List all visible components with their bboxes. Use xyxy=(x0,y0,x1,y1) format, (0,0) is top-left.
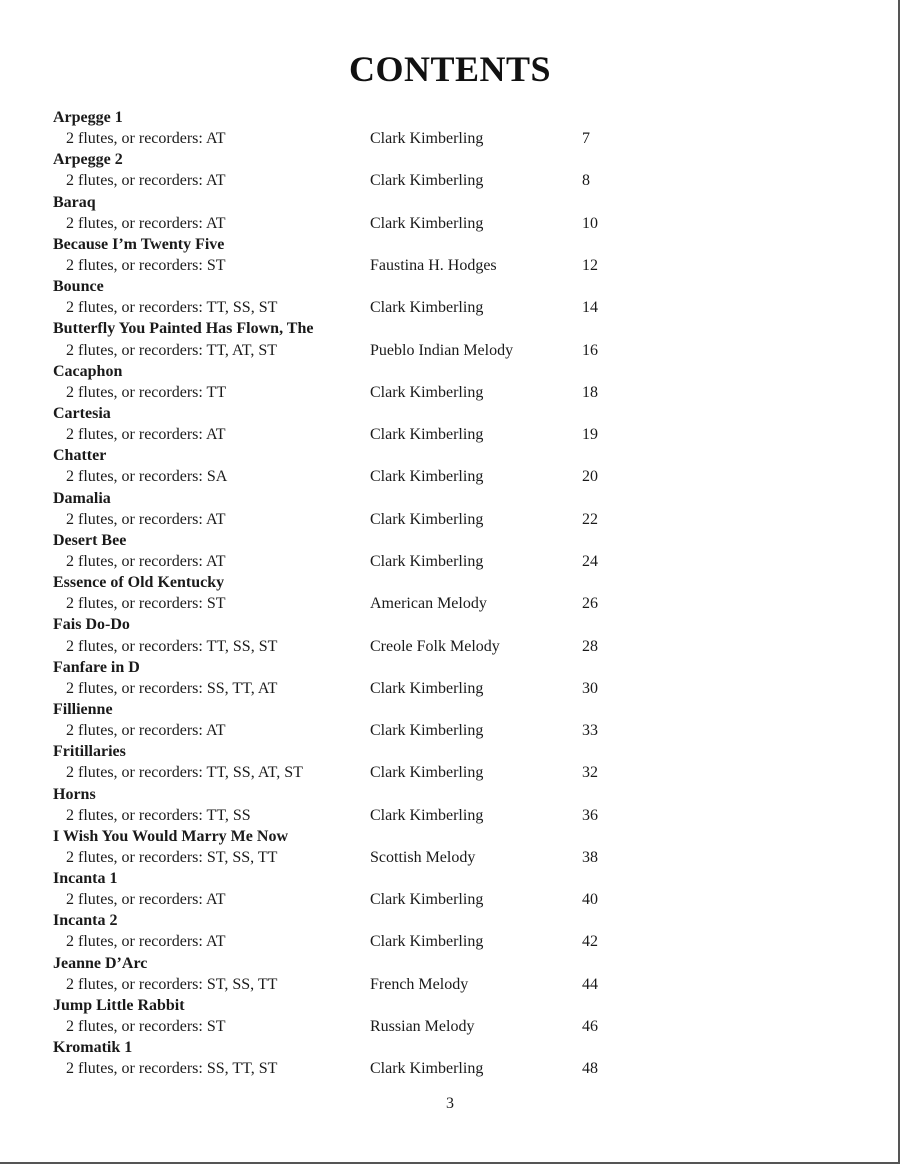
toc-entry[interactable] xyxy=(53,953,633,995)
entry-composer: American Melody xyxy=(370,595,487,613)
entry-title: Desert Bee xyxy=(53,531,127,549)
entry-details xyxy=(53,1016,633,1037)
entry-instrumentation: 2 flutes, or recorders: TT, SS, AT, ST xyxy=(66,764,303,782)
toc-entry[interactable] xyxy=(53,445,633,487)
entry-composer: Clark Kimberling xyxy=(370,468,484,486)
entry-composer: Clark Kimberling xyxy=(370,806,484,824)
entry-composer: Scottish Melody xyxy=(370,848,476,866)
entry-title: Butterfly You Painted Has Flown, The xyxy=(53,320,314,338)
entry-page-number: 20 xyxy=(582,468,598,486)
entry-instrumentation: 2 flutes, or recorders: TT, SS, ST xyxy=(66,299,278,317)
entry-page-number: 10 xyxy=(582,214,598,232)
entry-composer: Clark Kimberling xyxy=(370,552,484,570)
entry-details xyxy=(53,1058,633,1079)
entry-instrumentation: 2 flutes, or recorders: AT xyxy=(66,130,226,148)
entry-details xyxy=(53,678,633,699)
entry-composer: Clark Kimberling xyxy=(370,130,484,148)
entry-page-number: 22 xyxy=(582,510,598,528)
entry-title: Damalia xyxy=(53,489,111,507)
page-number: 3 xyxy=(446,1095,454,1112)
entry-page-number: 24 xyxy=(582,552,598,570)
table-of-contents xyxy=(53,107,633,1079)
entry-page-number: 38 xyxy=(582,848,598,866)
entry-details xyxy=(53,382,633,403)
entry-instrumentation: 2 flutes, or recorders: AT xyxy=(66,172,226,190)
entry-page-number: 12 xyxy=(582,256,598,274)
page-title: CONTENTS xyxy=(348,49,552,89)
entry-title: Horns xyxy=(53,785,96,803)
entry-composer: Clark Kimberling xyxy=(370,722,484,740)
entry-instrumentation: 2 flutes, or recorders: ST, SS, TT xyxy=(66,848,278,866)
entry-title: Fritillaries xyxy=(53,743,126,761)
entry-composer: Clark Kimberling xyxy=(370,426,484,444)
entry-page-number: 26 xyxy=(582,595,598,613)
entry-composer: Clark Kimberling xyxy=(370,933,484,951)
entry-instrumentation: 2 flutes, or recorders: TT, SS, ST xyxy=(66,637,278,655)
entry-page-number: 30 xyxy=(582,679,598,697)
toc-entry[interactable] xyxy=(53,868,633,910)
entry-page-number: 40 xyxy=(582,891,598,909)
entry-title: Fanfare in D xyxy=(53,658,140,676)
entry-composer: Clark Kimberling xyxy=(370,679,484,697)
entry-composer: Clark Kimberling xyxy=(370,214,484,232)
entry-instrumentation: 2 flutes, or recorders: ST xyxy=(66,595,226,613)
toc-entry[interactable] xyxy=(53,741,633,783)
entry-details xyxy=(53,424,633,445)
entry-instrumentation: 2 flutes, or recorders: ST xyxy=(66,1018,226,1036)
entry-instrumentation: 2 flutes, or recorders: TT, AT, ST xyxy=(66,341,278,359)
entry-details xyxy=(53,889,633,910)
entry-instrumentation: 2 flutes, or recorders: TT, SS xyxy=(66,806,251,824)
entry-page-number: 48 xyxy=(582,1060,598,1078)
entry-instrumentation: 2 flutes, or recorders: AT xyxy=(66,552,226,570)
entry-title: Chatter xyxy=(53,447,107,465)
entry-page-number: 8 xyxy=(582,172,590,190)
entry-page-number: 28 xyxy=(582,637,598,655)
entry-details xyxy=(53,551,633,572)
entry-composer: Clark Kimberling xyxy=(370,891,484,909)
entry-composer: Russian Melody xyxy=(370,1018,475,1036)
toc-entry[interactable] xyxy=(53,614,633,656)
entry-title: Bounce xyxy=(53,278,104,296)
entry-composer: Creole Folk Melody xyxy=(370,637,500,655)
entry-title: Because I’m Twenty Five xyxy=(53,235,225,253)
toc-entry[interactable] xyxy=(53,234,633,276)
toc-entry[interactable] xyxy=(53,403,633,445)
entry-details xyxy=(53,466,633,487)
entry-page-number: 36 xyxy=(582,806,598,824)
entry-instrumentation: 2 flutes, or recorders: AT xyxy=(66,510,226,528)
entry-instrumentation: 2 flutes, or recorders: SS, TT, AT xyxy=(66,679,278,697)
entry-details xyxy=(53,847,633,868)
entry-title: Essence of Old Kentucky xyxy=(53,574,225,592)
entry-title: Fais Do-Do xyxy=(53,616,130,634)
entry-page-number: 16 xyxy=(582,341,598,359)
entry-title: Incanta 2 xyxy=(53,912,118,930)
toc-entry[interactable] xyxy=(53,826,633,868)
entry-composer: Clark Kimberling xyxy=(370,1060,484,1078)
entry-details xyxy=(53,593,633,614)
entry-title: Arpegge 2 xyxy=(53,151,123,169)
entry-page-number: 42 xyxy=(582,933,598,951)
entry-details xyxy=(53,297,633,318)
entry-composer: Clark Kimberling xyxy=(370,764,484,782)
entry-instrumentation: 2 flutes, or recorders: ST, SS, TT xyxy=(66,975,278,993)
entry-page-number: 44 xyxy=(582,975,598,993)
entry-details xyxy=(53,762,633,783)
entry-title: Arpegge 1 xyxy=(53,109,123,126)
entry-instrumentation: 2 flutes, or recorders: AT xyxy=(66,891,226,909)
entry-composer: Clark Kimberling xyxy=(370,383,484,401)
entry-composer: Clark Kimberling xyxy=(370,172,484,190)
entry-instrumentation: 2 flutes, or recorders: TT xyxy=(66,383,227,401)
entry-page-number: 33 xyxy=(582,722,598,740)
toc-entry[interactable] xyxy=(53,657,633,699)
toc-entry[interactable] xyxy=(53,995,633,1037)
entry-details xyxy=(53,805,633,826)
toc-entry[interactable] xyxy=(53,107,633,149)
entry-details xyxy=(53,974,633,995)
toc-entry[interactable] xyxy=(53,361,633,403)
entry-page-number: 46 xyxy=(582,1018,598,1036)
entry-title: Incanta 1 xyxy=(53,870,118,888)
toc-entry[interactable] xyxy=(53,488,633,530)
toc-entry[interactable] xyxy=(53,149,633,191)
entry-details xyxy=(53,931,633,952)
entry-instrumentation: 2 flutes, or recorders: AT xyxy=(66,214,226,232)
entry-page-number: 18 xyxy=(582,383,598,401)
toc-entry[interactable] xyxy=(53,318,633,360)
entry-details xyxy=(53,255,633,276)
entry-composer: Clark Kimberling xyxy=(370,510,484,528)
toc-entry[interactable] xyxy=(53,572,633,614)
entry-title: Cacaphon xyxy=(53,362,123,380)
entry-instrumentation: 2 flutes, or recorders: SA xyxy=(66,468,228,486)
entry-page-number: 32 xyxy=(582,764,598,782)
toc-entry[interactable] xyxy=(53,530,633,572)
entry-title: Baraq xyxy=(53,193,96,211)
entry-details xyxy=(53,213,633,234)
entry-title: Cartesia xyxy=(53,404,111,422)
entry-details xyxy=(53,509,633,530)
entry-instrumentation: 2 flutes, or recorders: AT xyxy=(66,722,226,740)
entry-instrumentation: 2 flutes, or recorders: AT xyxy=(66,933,226,951)
entry-title: Kromatik 1 xyxy=(53,1039,133,1057)
entry-title: I Wish You Would Marry Me Now xyxy=(53,827,288,845)
toc-entry[interactable] xyxy=(53,784,633,826)
entry-composer: Clark Kimberling xyxy=(370,299,484,317)
entry-instrumentation: 2 flutes, or recorders: AT xyxy=(66,426,226,444)
entry-instrumentation: 2 flutes, or recorders: SS, TT, ST xyxy=(66,1060,278,1078)
entry-title: Jeanne D’Arc xyxy=(53,954,148,972)
entry-page-number: 7 xyxy=(582,130,590,148)
toc-entry[interactable] xyxy=(53,910,633,952)
entry-details xyxy=(53,128,633,149)
toc-entry[interactable] xyxy=(53,1037,633,1079)
toc-entry[interactable] xyxy=(53,192,633,234)
entry-page-number: 19 xyxy=(582,426,598,444)
entry-composer: Pueblo Indian Melody xyxy=(370,341,514,359)
entry-composer: French Melody xyxy=(370,975,469,993)
entry-title: Jump Little Rabbit xyxy=(53,996,185,1014)
entry-details xyxy=(53,170,633,191)
entry-composer: Faustina H. Hodges xyxy=(370,256,497,274)
entry-title: Fillienne xyxy=(53,700,113,718)
entry-details xyxy=(53,636,633,657)
toc-entry[interactable] xyxy=(53,699,633,741)
entry-details xyxy=(53,720,633,741)
entry-details xyxy=(53,340,633,361)
entry-instrumentation: 2 flutes, or recorders: ST xyxy=(66,256,226,274)
entry-page-number: 14 xyxy=(582,299,598,317)
toc-entry[interactable] xyxy=(53,276,633,318)
